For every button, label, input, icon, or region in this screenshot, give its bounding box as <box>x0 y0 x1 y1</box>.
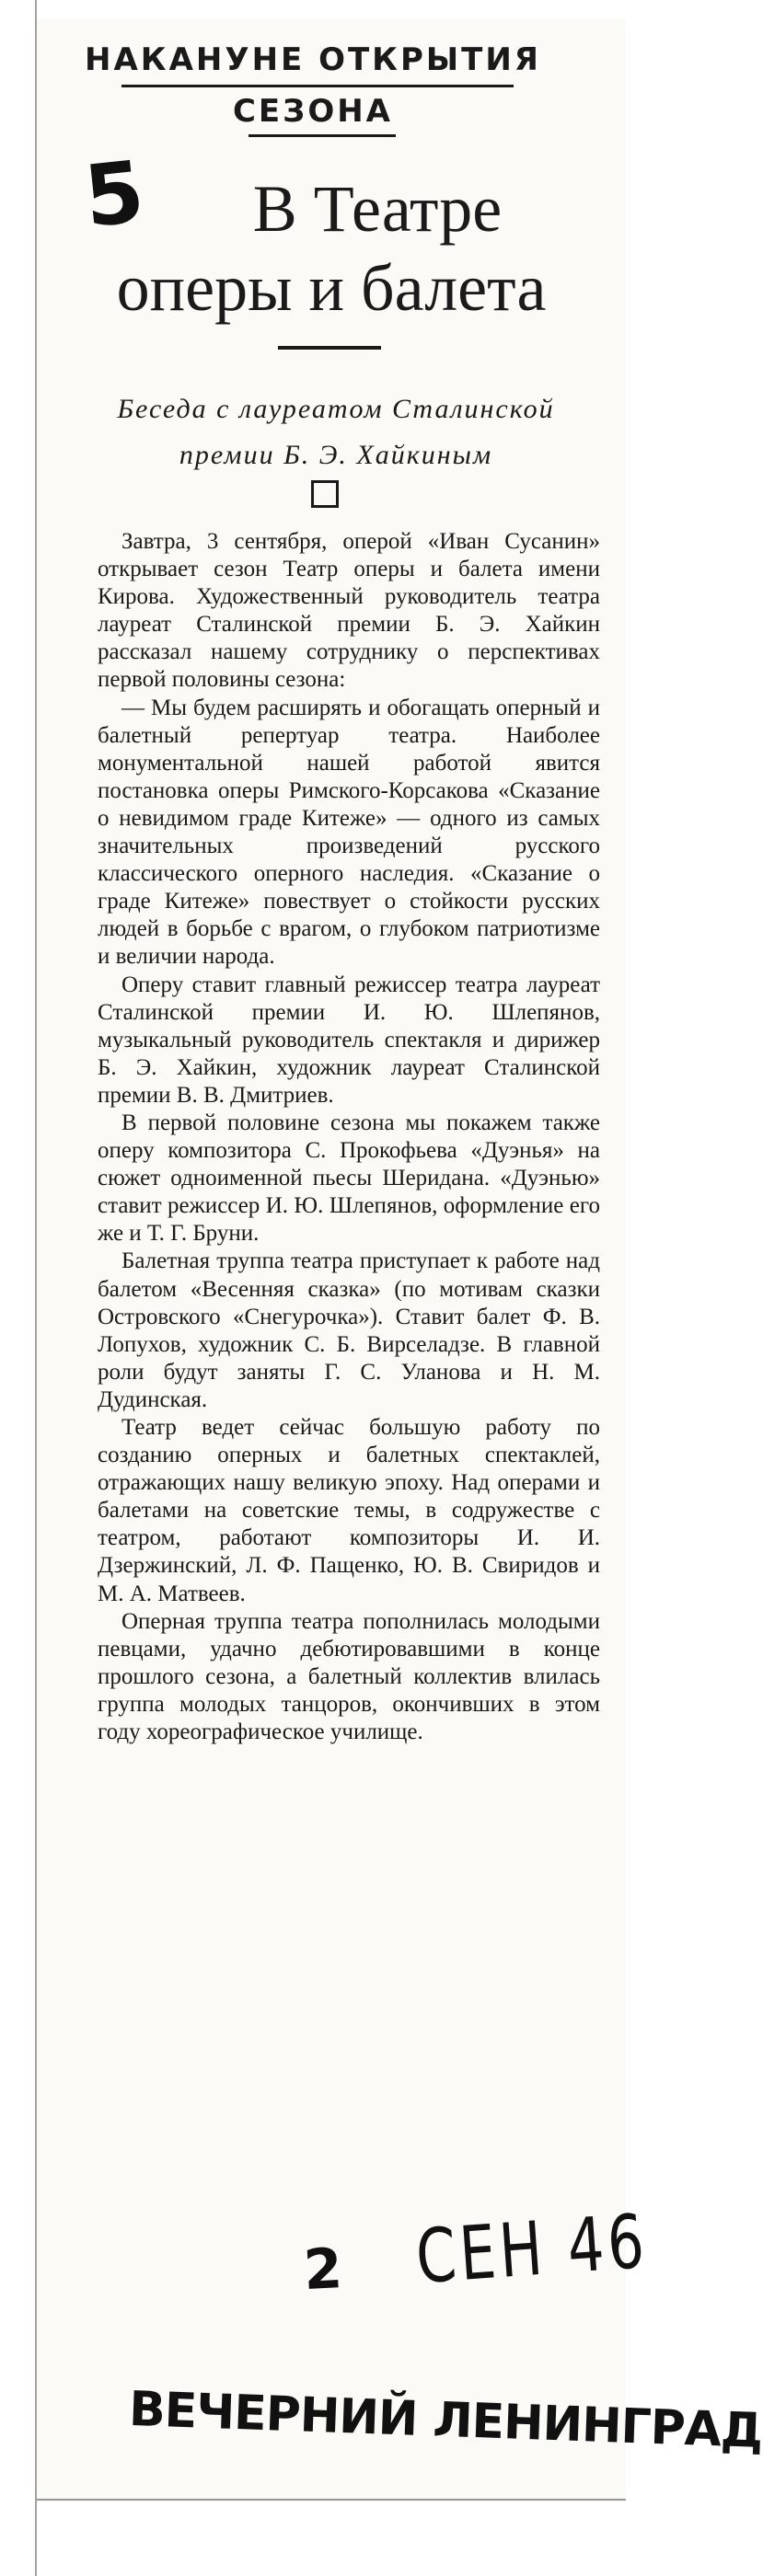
article-paragraph: Оперу ставит главный режиссер театра лауреат Сталинской премии И. Ю. Шлепянов, музыкальный руководитель спектакля и дирижер Б. Э. Хайкин, художник лауреат Сталинской премии В. В. Дмитриев. <box>98 972 600 1108</box>
rubric-line-1: НАКАНУНЕ ОТКРЫТИЯ <box>85 41 541 78</box>
date-stamp-day: 2 <box>302 2236 344 2304</box>
date-stamp-month: СЕН 46 <box>412 2197 651 2301</box>
headline-line-1: В Театре <box>252 172 503 246</box>
rubric-divider-1 <box>121 85 514 87</box>
clipping-left-edge <box>35 0 37 2576</box>
article-paragraph: Театр ведет сейчас большую работу по созданию оперных и балетных спектаклей, отражающих нашу великую эпоху. Над операми и балетами на советские темы, в содружестве с театром, работают композиторы И. И. Дзержинский, Л. Ф. Пащенко, Ю. В. Свиридов и М. А. Матвеев. <box>98 1415 600 1606</box>
article-body <box>98 528 600 1746</box>
article-paragraph: В первой половине сезона мы покажем также оперу композитора С. Прокофьева «Дуэнья» на сюжет одноименной пьесы Шеридана. «Дуэнью» ставит режиссер И. Ю. Шлепянов, оформление его же и Т. Г. Бруни. <box>98 1110 600 1247</box>
subtitle-line-1: Беседа с лауреатом Сталинской <box>117 394 555 424</box>
clipping-bottom-edge <box>37 2499 626 2501</box>
subtitle-line-2: премии Б. Э. Хайкиным <box>179 440 493 470</box>
rubric-divider-2 <box>249 134 396 137</box>
article-paragraph: Оперная труппа театра пополнилась молодыми певцами, удачно дебютировавшими в конце прошлого сезона, а балетный коллектив влилась группа молодых танцоров, окончивших в этом году хореографическое училище. <box>98 1608 600 1745</box>
source-stamp: ВЕЧЕРНИЙ ЛЕНИНГРАД <box>128 2381 763 2459</box>
rubric-line-2: СЕЗОНА <box>232 93 393 130</box>
square-ornament <box>311 480 339 508</box>
article-paragraph: Завтра, 3 сентября, оперой «Иван Сусанин» открывает сезон Театр оперы и балета имени Кирова. Художественный руководитель театра лауреат Сталинской премии Б. Э. Хайкин рассказал нашему сотруднику о перспективах первой половины сезона: <box>98 529 600 693</box>
article-paragraph: — Мы будем расширять и обогащать оперный и балетный репертуар театра. Наиболее монументальной нашей работой явится постановка оперы Римского-Корсакова «Сказание о невидимом граде Китеже» — одного из самых значительных произведений русского классического оперного наследия. «Сказание о граде Китеже» повествует о стойкости русских людей в борьбе с врагом, о глубоком патриотизме и величии народа. <box>98 695 600 970</box>
handwritten-mark: 5 <box>79 142 149 247</box>
headline-divider <box>278 346 381 350</box>
article-paragraph: Балетная труппа театра приступает к работе над балетом «Весенняя сказка» (по мотивам сказки Островского «Снегурочка»). Ставит балет Ф. В. Лопухов, художник С. Б. Вирселадзе. В главной роли будут заняты Г. С. Уланова и Н. М. Дудинская. <box>98 1248 600 1412</box>
headline-line-2: оперы и балета <box>116 251 547 325</box>
